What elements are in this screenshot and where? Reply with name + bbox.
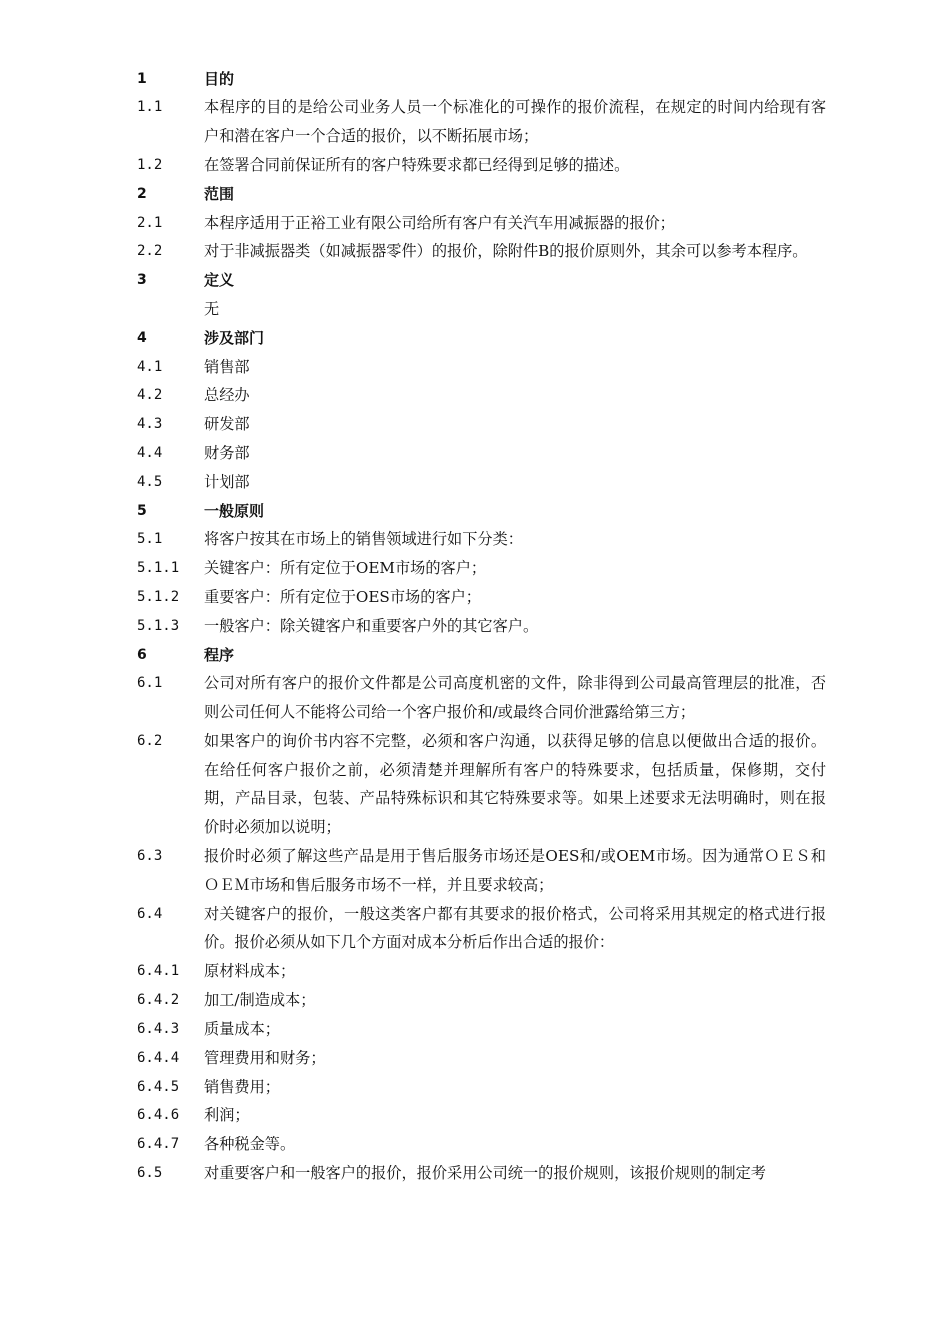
clause-row bbox=[0, 727, 950, 842]
clause-number: 5.1.1 bbox=[137, 560, 180, 577]
section-heading bbox=[0, 641, 950, 670]
clause-number: 6.1 bbox=[137, 675, 163, 692]
section-title: 定义 bbox=[204, 271, 235, 290]
clause-row bbox=[0, 583, 950, 612]
clause-row bbox=[0, 209, 950, 238]
section-title: 范围 bbox=[204, 184, 235, 203]
clause-text: 原材料成本； bbox=[204, 962, 296, 981]
clause-row bbox=[0, 353, 950, 382]
section-heading bbox=[0, 324, 950, 353]
clause-row bbox=[0, 612, 950, 641]
section-title: 一般原则 bbox=[204, 501, 265, 520]
clause-text: 重要客户：所有定位于OES市场的客户； bbox=[204, 587, 481, 606]
section-title: 程序 bbox=[204, 645, 235, 664]
clause-number: 6.4.4 bbox=[137, 1049, 180, 1066]
clause-row bbox=[0, 669, 950, 727]
clause-text: 利润； bbox=[204, 1106, 250, 1125]
clause-text: 计划部 bbox=[204, 472, 250, 491]
clause-row bbox=[0, 295, 950, 324]
clause-row bbox=[0, 525, 950, 554]
clause-number: 2.1 bbox=[137, 214, 163, 231]
clause-number: 6.4.7 bbox=[137, 1136, 180, 1153]
clause-number: 4.2 bbox=[137, 387, 163, 404]
section-heading bbox=[0, 266, 950, 295]
clause-number: 2.2 bbox=[137, 243, 163, 260]
clause-text: 研发部 bbox=[204, 415, 250, 434]
clause-row bbox=[0, 554, 950, 583]
clause-text: 管理费用和财务； bbox=[204, 1048, 326, 1067]
clause-number: 6.4.6 bbox=[137, 1107, 180, 1124]
clause-number: 6 bbox=[137, 646, 147, 663]
clause-number: 6.4.2 bbox=[137, 992, 180, 1009]
clause-number: 3 bbox=[137, 272, 147, 289]
clause-row bbox=[0, 1159, 950, 1188]
clause-row bbox=[0, 842, 950, 900]
clause-number: 5.1.3 bbox=[137, 617, 180, 634]
clause-number: 5.1.2 bbox=[137, 588, 180, 605]
clause-text: 本程序的目的是给公司业务人员一个标准化的可操作的报价流程，在规定的时间内给现有客户和潜在客户一个合适的报价，以不断拓展市场； bbox=[204, 98, 826, 146]
clause-text: 质量成本； bbox=[204, 1019, 280, 1038]
clause-row bbox=[0, 1044, 950, 1073]
clause-number: 6.2 bbox=[137, 732, 163, 749]
clause-row bbox=[0, 468, 950, 497]
clause-row bbox=[0, 1101, 950, 1130]
clause-row bbox=[0, 1073, 950, 1102]
clause-number: 6.5 bbox=[137, 1164, 163, 1181]
clause-text: 将客户按其在市场上的销售领域进行如下分类： bbox=[204, 530, 523, 549]
clause-number: 6.4 bbox=[137, 905, 163, 922]
clause-number: 5 bbox=[137, 502, 147, 519]
clause-row bbox=[0, 957, 950, 986]
clause-row bbox=[0, 93, 950, 151]
clause-text: 销售部 bbox=[204, 357, 250, 376]
clause-number: 1.1 bbox=[137, 99, 163, 116]
clause-text: 财务部 bbox=[204, 443, 250, 462]
clause-text: 对于非减振器类（如减振器零件）的报价，除附件B的报价原则外，其余可以参考本程序。 bbox=[204, 242, 808, 261]
clause-number: 1.2 bbox=[137, 156, 163, 173]
clause-row bbox=[0, 439, 950, 468]
section-title: 目的 bbox=[204, 69, 235, 88]
clause-text: 在签署合同前保证所有的客户特殊要求都已经得到足够的描述。 bbox=[204, 155, 630, 174]
section-heading bbox=[0, 180, 950, 209]
section-heading bbox=[0, 497, 950, 526]
clause-text: 各种税金等。 bbox=[204, 1135, 296, 1154]
clause-row bbox=[0, 1015, 950, 1044]
clause-number: 6.4.1 bbox=[137, 963, 180, 980]
clause-text: 本程序适用于正裕工业有限公司给所有客户有关汽车用减振器的报价； bbox=[204, 213, 675, 232]
clause-number: 4.1 bbox=[137, 358, 163, 375]
clause-number: 4.5 bbox=[137, 473, 163, 490]
clause-text: 公司对所有客户的报价文件都是公司高度机密的文件，除非得到公司最高管理层的批准，否则公司任何人不能将公司给一个客户报价和/或最终合同价泄露给第三方； bbox=[204, 674, 826, 722]
clause-number: 4 bbox=[137, 329, 147, 346]
clause-row bbox=[0, 151, 950, 180]
clause-number: 4.4 bbox=[137, 444, 163, 461]
clause-row bbox=[0, 381, 950, 410]
clause-text: 关键客户：所有定位于OEM市场的客户； bbox=[204, 559, 487, 578]
clause-number: 6.4.3 bbox=[137, 1020, 180, 1037]
clause-number: 1 bbox=[137, 70, 147, 87]
clause-row bbox=[0, 900, 950, 958]
clause-text: 销售费用； bbox=[204, 1077, 280, 1096]
clause-row bbox=[0, 1130, 950, 1159]
clause-text: 无 bbox=[204, 299, 220, 318]
clause-text: 报价时必须了解这些产品是用于售后服务市场还是OES和/或OEM市场。因为通常ＯＥＳ和ＯＥＭ市场和售后服务市场不一样，并且要求较高； bbox=[204, 847, 826, 894]
clause-number: 2 bbox=[137, 185, 147, 202]
clause-text: 一般客户：除关键客户和重要客户外的其它客户。 bbox=[204, 616, 539, 635]
clause-number: 4.3 bbox=[137, 416, 163, 433]
clause-number: 5.1 bbox=[137, 531, 163, 548]
clause-text: 加工/制造成本； bbox=[204, 991, 316, 1010]
clause-row bbox=[0, 237, 950, 266]
clause-text: 对重要客户和一般客户的报价，报价采用公司统一的报价规则，该报价规则的制定考 bbox=[204, 1163, 766, 1182]
section-title: 涉及部门 bbox=[204, 328, 265, 347]
clause-row bbox=[0, 986, 950, 1015]
clause-row bbox=[0, 410, 950, 439]
clause-text: 对关键客户的报价，一般这类客户都有其要求的报价格式，公司将采用其规定的格式进行报价。报价必须从如下几个方面对成本分析后作出合适的报价： bbox=[204, 904, 826, 952]
clause-text: 总经办 bbox=[204, 386, 250, 405]
clause-number: 6.4.5 bbox=[137, 1078, 180, 1095]
section-heading bbox=[0, 65, 950, 94]
clause-text: 如果客户的询价书内容不完整，必须和客户沟通，以获得足够的信息以便做出合适的报价。在给任何客户报价之前，必须清楚并理解所有客户的特殊要求，包括质量，保修期，交付期，产品目录，包装、产品特殊标识和其它特殊要求等。如果上述要求无法明确时，则在报价时必须加以说明； bbox=[204, 731, 826, 837]
clause-number: 6.3 bbox=[137, 848, 163, 865]
